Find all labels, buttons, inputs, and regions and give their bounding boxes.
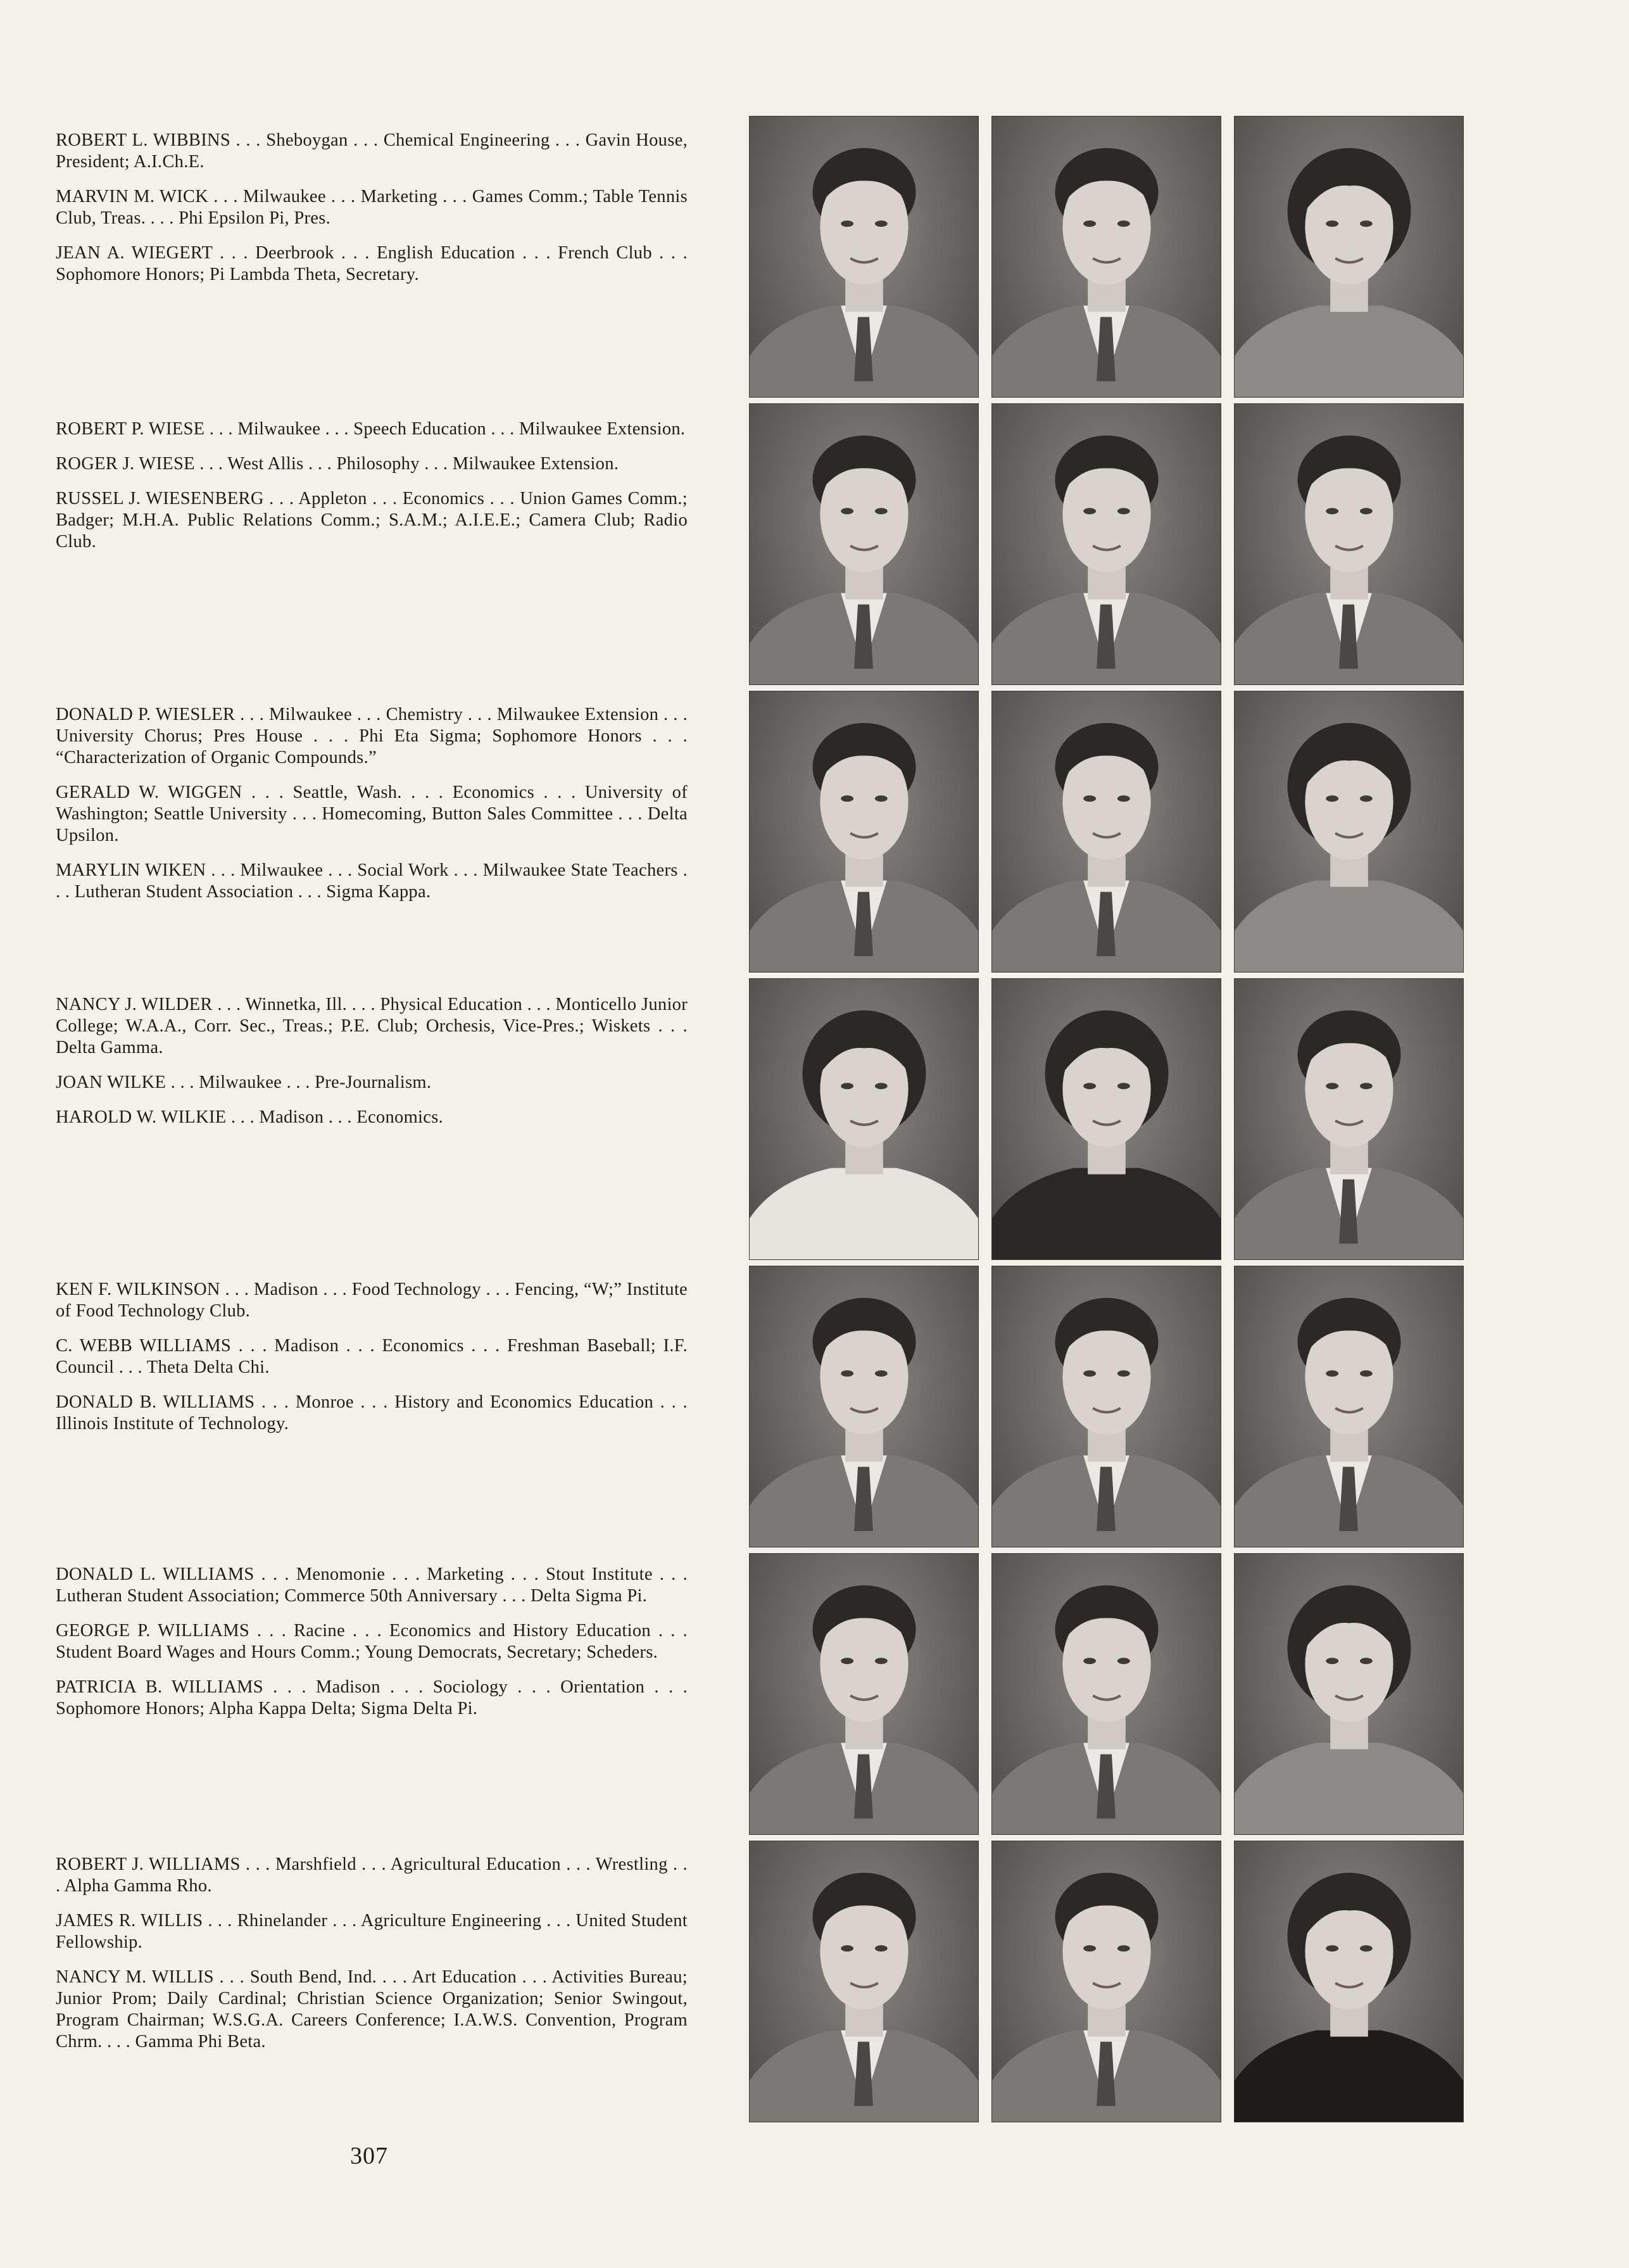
portrait-photo <box>1234 403 1464 685</box>
portrait-photo <box>991 691 1221 973</box>
entry-text: NANCY J. WILDER . . . Winnetka, Ill. . . . Physical Education . . . Monticello Junior College; W.A.A., Corr. Sec., Treas.; P.E. Club; Orchesis, Vice-Pres.; Wiskets . . . Delta Gamma. <box>56 995 688 1057</box>
portrait-photo <box>1234 1553 1464 1835</box>
entry-text: GEORGE P. WILLIAMS . . . Racine . . . Economics and History Education . . . Student Board Wages and Hours Comm.; Young Democrats, Secretary; Scheders. <box>56 1621 688 1662</box>
portrait-photo <box>749 1841 979 2122</box>
entry-text: GERALD W. WIGGEN . . . Seattle, Wash. . . . Economics . . . University of Washington; Seattle University . . . Homecoming, Button Sales Committee . . . Delta Upsilon. <box>56 783 688 845</box>
portrait-photo <box>1234 1266 1464 1547</box>
entry-text: RUSSEL J. WIESENBERG . . . Appleton . . . Economics . . . Union Games Comm.; Badger; M.H.A. Public Relations Comm.; S.A.M.; A.I.E.E.; Camera Club; Radio Club. <box>56 489 688 551</box>
portrait-photo <box>749 116 979 398</box>
portrait-photo <box>749 403 979 685</box>
entry-text: ROBERT J. WILLIAMS . . . Marshfield . . . Agricultural Education . . . Wrestling . . . Alpha Gamma Rho. <box>56 1855 688 1896</box>
portrait-grid <box>749 116 1464 2126</box>
portrait-photo <box>1234 978 1464 1260</box>
entry-text: ROBERT P. WIESE . . . Milwaukee . . . Speech Education . . . Milwaukee Extension. <box>56 419 686 439</box>
portrait-photo <box>749 691 979 973</box>
portrait-photo <box>991 116 1221 398</box>
entry-text: PATRICIA B. WILLIAMS . . . Madison . . . Sociology . . . Orientation . . . Sophomore Honors; Alpha Kappa Delta; Sigma Delta Pi. <box>56 1677 688 1718</box>
entry-group-6 <box>56 1564 688 1733</box>
portrait-photo <box>749 978 979 1260</box>
portrait-photo <box>991 1553 1221 1835</box>
entry-text: MARVIN M. WICK . . . Milwaukee . . . Marketing . . . Games Comm.; Table Tennis Club, Treas. . . . Phi Epsilon Pi, Pres. <box>56 187 688 228</box>
entry-group-5 <box>56 1279 688 1448</box>
entry-group-4 <box>56 994 688 1142</box>
portrait-photo <box>749 1553 979 1835</box>
portrait-photo <box>749 1266 979 1547</box>
page-number: 307 <box>350 2143 388 2169</box>
portrait-photo <box>1234 1841 1464 2122</box>
entry-text: DONALD L. WILLIAMS . . . Menomonie . . . Marketing . . . Stout Institute . . . Lutheran Student Association; Commerce 50th Anniversary . . . Delta Sigma Pi. <box>56 1565 688 1606</box>
entry-text: JOAN WILKE . . . Milwaukee . . . Pre-Journalism. <box>56 1073 432 1092</box>
portrait-photo <box>1234 116 1464 398</box>
entry-text: C. WEBB WILLIAMS . . . Madison . . . Economics . . . Freshman Baseball; I.F. Council . . . Theta Delta Chi. <box>56 1336 688 1377</box>
portrait-photo <box>991 403 1221 685</box>
entry-group-2 <box>56 419 688 566</box>
entry-text: JAMES R. WILLIS . . . Rhinelander . . . Agriculture Engineering . . . United Student Fellowship. <box>56 1911 688 1952</box>
portrait-photo <box>991 1266 1221 1547</box>
entry-text: JEAN A. WIEGERT . . . Deerbrook . . . English Education . . . French Club . . . Sophomore Honors; Pi Lambda Theta, Secretary. <box>56 243 688 284</box>
entry-text: MARYLIN WIKEN . . . Milwaukee . . . Social Work . . . Milwaukee State Teachers . . . Lutheran Student Association . . . Sigma Kappa. <box>56 860 688 902</box>
entry-text: ROBERT L. WIBBINS . . . Sheboygan . . . Chemical Engineering . . . Gavin House, President; A.I.Ch.E. <box>56 130 688 172</box>
entry-text: DONALD P. WIESLER . . . Milwaukee . . . Chemistry . . . Milwaukee Extension . . . University Chorus; Pres House . . . Phi Eta Sigma; Sophomore Honors . . . “Characterization of Organic Compounds.” <box>56 705 688 767</box>
entry-group-1 <box>56 130 688 299</box>
portrait-photo <box>1234 691 1464 973</box>
entry-text: HAROLD W. WILKIE . . . Madison . . . Economics. <box>56 1107 444 1127</box>
entry-text: NANCY M. WILLIS . . . South Bend, Ind. . . . Art Education . . . Activities Bureau; Junior Prom; Daily Cardinal; Christian Science Organization; Senior Swingout, Program Chairman; W.S.G.A. Careers Conference; I.A.W.S. Convention, Program Chrm. . . . Gamma Phi Beta. <box>56 1967 688 2051</box>
portrait-photo <box>991 978 1221 1260</box>
entry-text: ROGER J. WIESE . . . West Allis . . . Philosophy . . . Milwaukee Extension. <box>56 454 619 474</box>
portrait-photo <box>991 1841 1221 2122</box>
entry-text: DONALD B. WILLIAMS . . . Monroe . . . History and Economics Education . . . Illinois Institute of Technology. <box>56 1392 688 1433</box>
entry-text: KEN F. WILKINSON . . . Madison . . . Food Technology . . . Fencing, “W;” Institute of Food Technology Club. <box>56 1280 688 1321</box>
entry-group-7 <box>56 1854 688 2066</box>
entry-group-3 <box>56 704 688 916</box>
